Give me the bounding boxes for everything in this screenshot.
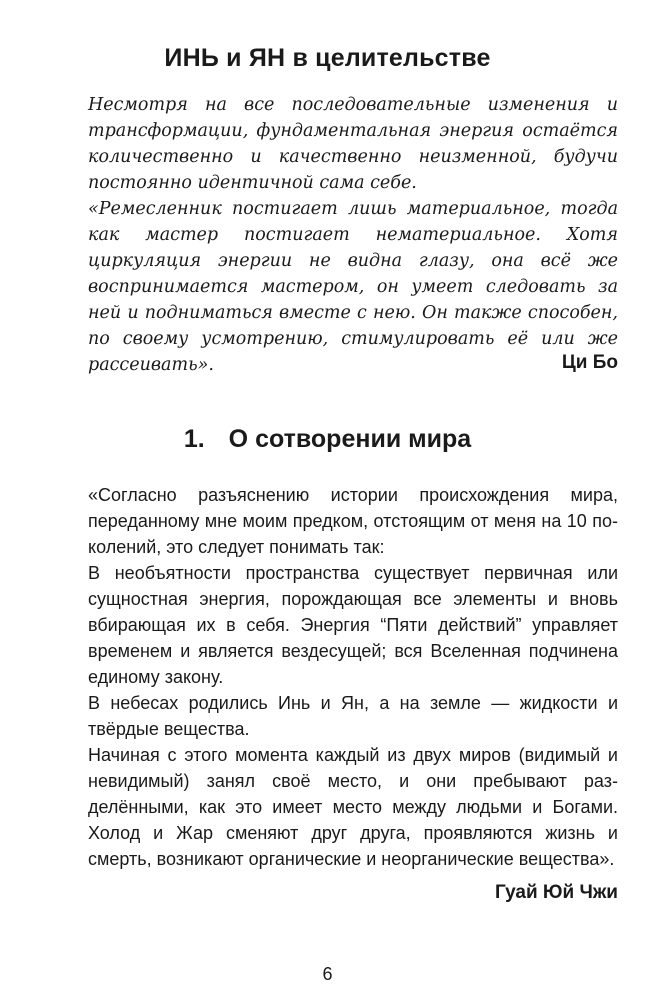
body-paragraph: «Согласно разъяснению истории происхождения мира, переданному мне моим предком, отстоящим от меня на 10 поколений, это следует понимать так: [88, 485, 618, 557]
epigraph-paragraph: Несмотря на все последовательные изменения и трансформации, фундаментальная энергия остаётся количественно и качественно неизменной, будучи постоянно идентичной сама себе. [88, 95, 618, 193]
page-number: 6 [322, 964, 333, 984]
section-title: О сотворении мира [228, 425, 472, 453]
section-author: Гуай Юй Чжи [495, 882, 618, 903]
body-paragraph: В необъятности пространства существует первичная или сущностная энергия, порождающая все элементы и вновь вбирающая их в себя. Энергия “Пяти действий” управляет временем и является вездесущей; вся Вселенная подчинена единому закону. [88, 563, 618, 687]
section-heading [0, 425, 655, 454]
body-paragraph: Начиная с этого момента каждый из двух миров (видимый и невидимый) занял своё место, и они пребывают разделёнными, как это имеет место между людьми и Богами. Холод и Жар сменяют друг друга, проявляются жизнь и смерть, возникают органические и неорганические вещества». [88, 745, 618, 869]
body-paragraph: В небесах родились Инь и Ян, а на земле — жидкости и твёрдые вещества. [88, 693, 618, 739]
epigraph-author: Ци Бо [561, 352, 618, 373]
epigraph [88, 92, 618, 378]
epigraph-paragraph: «Ремесленник постигает лишь материальное, тогда как мастер постигает нематериальное. Хотя циркуляция энергии не видна глазу, она всё же воспринимается мастером, он умеет следовать за ней и подниматься вместе с нею. Он также способен, по своему усмотрению, стимулировать её или же рассеивать». [88, 199, 618, 375]
section-body [88, 482, 618, 872]
section-number: 1. [183, 425, 205, 453]
chapter-title: ИНЬ и ЯН в целительстве [164, 44, 491, 72]
